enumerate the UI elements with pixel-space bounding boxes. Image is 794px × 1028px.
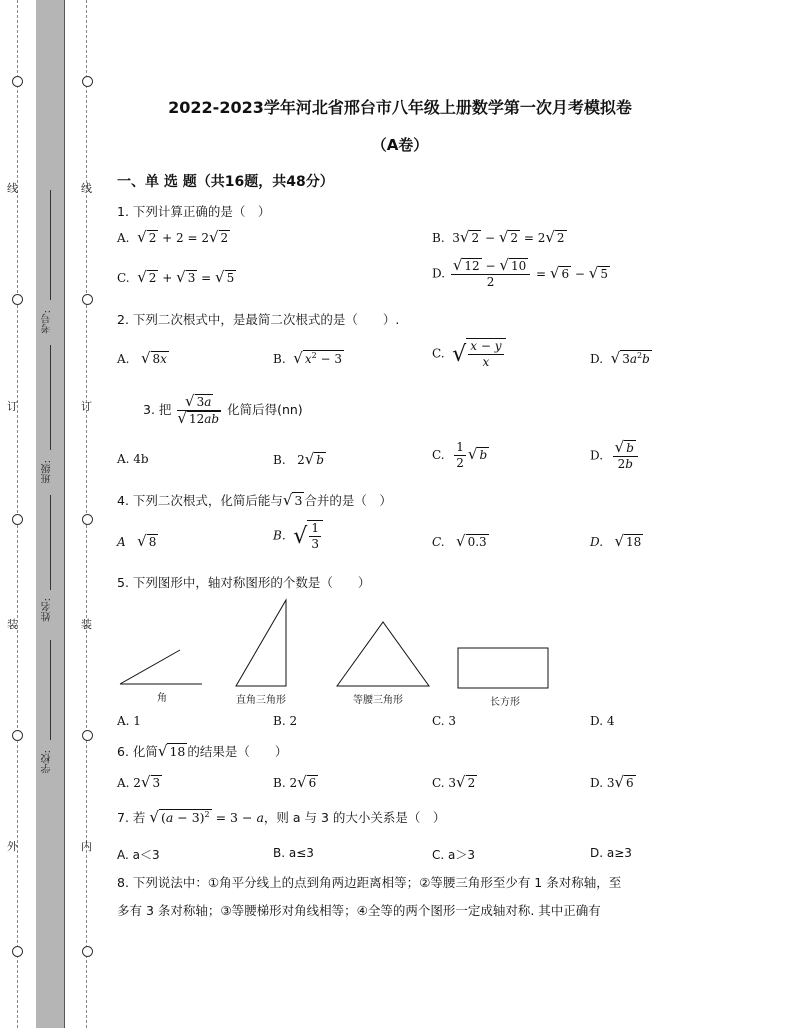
q7-option-d[interactable]: D. a≥3: [590, 846, 632, 860]
q6-option-a[interactable]: A. 2√ 3: [117, 773, 161, 791]
hole-circle: [12, 76, 23, 87]
question-5-stem: 5. 下列图形中，轴对称图形的个数是（ ）: [117, 575, 371, 590]
inner-margin-char: 订: [81, 400, 92, 413]
hole-circle: [12, 730, 23, 741]
question-8-line-2: 多有 3 条对称轴；③等腰梯形对角线相等；④全等的两个图形一定成轴对称. 其中正确有: [117, 903, 601, 918]
inner-margin-char: 线: [81, 182, 92, 195]
outer-margin-char: 装: [7, 618, 18, 631]
q4-option-b[interactable]: B. √ $\frac{1}{3}$: [273, 520, 323, 552]
q7-option-b[interactable]: B. a≤3: [273, 846, 314, 860]
hole-circle: [82, 294, 93, 305]
class-field[interactable]: 班级:: [42, 460, 53, 484]
question-8-line-1: 8. 下列说法中：①角平分线上的点到角两边距离相等；②等腰三角形至少有 1 条对称轴，至: [117, 875, 622, 890]
q1-option-a[interactable]: A. √ 2 + 2 = 2√ 2: [117, 228, 229, 246]
fig-label-angle: 角: [157, 693, 167, 704]
q5-option-b[interactable]: B. 2: [273, 714, 298, 728]
hole-circle: [82, 514, 93, 525]
q3-option-b[interactable]: B. 2√ b: [273, 450, 324, 468]
question-1-stem: 1. 下列计算正确的是（ ）: [117, 204, 271, 219]
q1-option-c[interactable]: C. √ 2 + √ 3 = √ 5: [117, 268, 235, 286]
q7-option-c[interactable]: C. a＞3: [432, 848, 475, 862]
q3-option-c[interactable]: C. $\frac{1}{2}$ √ b: [432, 440, 488, 470]
fig-label-rectangle: 长方形: [490, 697, 520, 708]
question-4-stem: 4. 下列二次根式，化简后能与√ 3 合并的是（ ）: [117, 491, 392, 509]
q5-option-a[interactable]: A. 1: [117, 714, 141, 728]
q3-option-d[interactable]: D. $\frac{√ b}{2b}$: [590, 440, 640, 472]
rectangle-figure: [458, 648, 548, 688]
q6-option-c[interactable]: C. 3√ 2: [432, 773, 476, 791]
section-heading: 一、单 选 题（共16题，共48分）: [117, 174, 334, 190]
outer-margin-char: 外: [7, 840, 18, 853]
q4-option-a[interactable]: A √ 8: [117, 532, 157, 550]
inner-margin-char: 内: [81, 840, 92, 853]
q2-option-d[interactable]: D. √ $3a^2b$: [590, 349, 650, 367]
hole-circle: [12, 514, 23, 525]
page-subtitle: （A卷）: [371, 136, 429, 154]
exam-number-field[interactable]: 考号:: [42, 310, 53, 334]
q2-option-a[interactable]: A. √ 8x: [117, 349, 167, 367]
fig-label-right-triangle: 直角三角形: [236, 695, 286, 706]
hole-circle: [12, 294, 23, 305]
q7-option-a[interactable]: A. a＜3: [117, 848, 160, 862]
q3-option-a[interactable]: A. 4b: [117, 452, 149, 466]
question-2-stem: 2. 下列二次根式中，是最简二次根式的是（ ）.: [117, 312, 400, 327]
q2-option-c[interactable]: C. √ $\frac{x - y}{x}$: [432, 338, 506, 370]
question-7-stem: 7. 若 √ $(a - 3)^2 = 3 - a$，则 a 与 3 的大小关系是（ ）: [117, 808, 446, 826]
q6-option-b[interactable]: B. 2√ 6: [273, 773, 317, 791]
school-underline: [50, 640, 51, 740]
binding-band-border: [64, 0, 65, 1028]
angle-figure: [120, 650, 202, 684]
hole-circle: [82, 76, 93, 87]
hole-circle: [82, 730, 93, 741]
class-underline: [50, 345, 51, 450]
right-triangle-figure: [236, 600, 286, 686]
page-title: 2022-2023学年河北省邢台市八年级上册数学第一次月考模拟卷: [168, 98, 632, 117]
q2-option-b[interactable]: B. √ $x^2 - 3$: [273, 349, 343, 367]
q1-option-b[interactable]: B. 3√ 2 − √ 2 = 2√ 2: [432, 228, 565, 246]
question-3-stem: 3. 把 $\frac{√ 3a}{√ 12ab}$ 化简后得(nn): [143, 392, 303, 427]
q5-option-c[interactable]: C. 3: [432, 714, 457, 728]
hole-circle: [12, 946, 23, 957]
q1-option-d[interactable]: D. $\frac{√ 12 - √ 10}{2}$ = √ 6 − √ 5: [432, 256, 608, 289]
inner-margin-char: 装: [81, 618, 92, 631]
q4-option-d[interactable]: D. √ 18: [590, 532, 642, 550]
outer-margin-char: 订: [7, 400, 18, 413]
outer-margin-char: 线: [7, 182, 18, 195]
q5-option-d[interactable]: D. 4: [590, 714, 615, 728]
hole-circle: [82, 946, 93, 957]
q6-option-d[interactable]: D. 3√ 6: [590, 773, 634, 791]
isosceles-triangle-figure: [337, 622, 429, 686]
name-underline: [50, 495, 51, 590]
question-6-stem: 6. 化简√ 18 的结果是（ ）: [117, 742, 288, 760]
q5-figures: [110, 596, 570, 696]
fig-label-isosceles-triangle: 等腰三角形: [353, 695, 403, 706]
exam-number-underline: [50, 190, 51, 300]
name-field[interactable]: 姓名:: [42, 598, 53, 622]
school-field[interactable]: 学校:: [42, 750, 53, 774]
q4-option-c[interactable]: C. √ 0.3: [432, 532, 487, 550]
